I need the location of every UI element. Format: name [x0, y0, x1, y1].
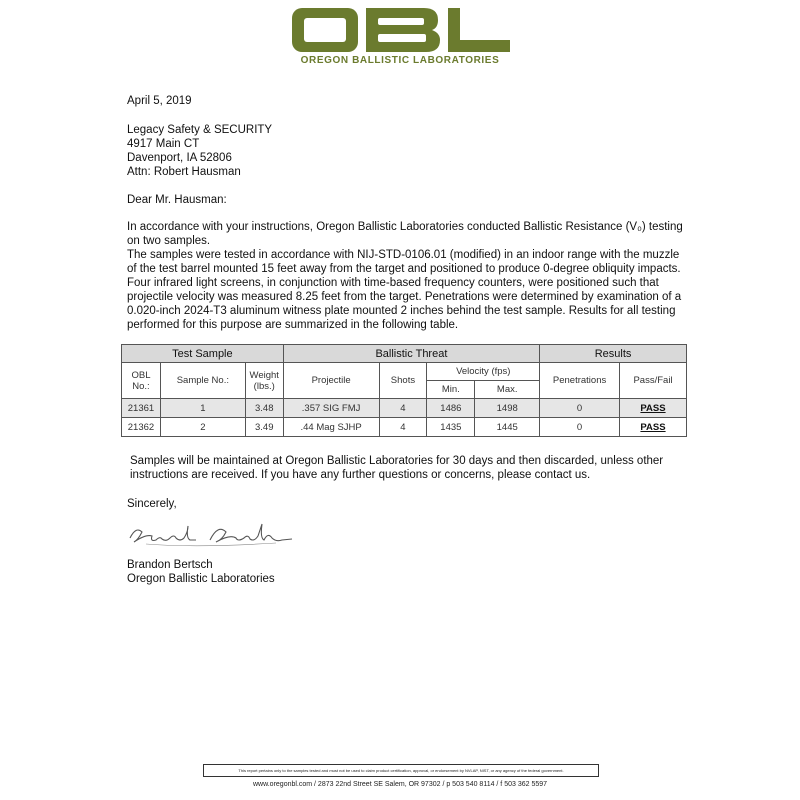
- cell-sample-no: 2: [160, 418, 245, 437]
- salutation: Dear Mr. Hausman:: [127, 194, 227, 206]
- col-sample-no: Sample No.:: [160, 363, 245, 399]
- group-ballistic-threat: Ballistic Threat: [283, 345, 539, 363]
- signer-company: Oregon Ballistic Laboratories: [127, 573, 275, 585]
- group-test-sample: Test Sample: [122, 345, 284, 363]
- cell-shots: 4: [379, 418, 427, 437]
- cell-obl-no: 21362: [122, 418, 161, 437]
- cell-obl-no: 21361: [122, 399, 161, 418]
- method-paragraph: The samples were tested in accordance with NIJ-STD-0106.01 (modified) in an indoor range with the muzzle of the test barrel mounted 15 feet away from the target and positioned to produce 0-degree obliquity impacts. Four infrared light screens, in conjunction with time-based frequency counters, were positioned such that projectile velocity was measured 8.25 feet from the target. Penetrations were determined by examination of a 0.020-inch 2024-T3 aluminum witness plate mounted 2 inches behind the test sample. Results for all testing performed for this purpose are summarized in the following table.: [127, 249, 682, 331]
- footer-address: www.oregonbl.com / 2873 22nd Street SE Salem, OR 97302 / p 503 540 8114 / f 503 362 5597: [252, 781, 548, 788]
- cell-penetrations: 0: [540, 399, 620, 418]
- col-velocity: Velocity (fps): [427, 363, 540, 381]
- col-shots: Shots: [379, 363, 427, 399]
- cell-weight: 3.48: [245, 399, 283, 418]
- letter-date: April 5, 2019: [127, 95, 192, 107]
- pass-label: PASS: [640, 402, 666, 414]
- col-weight: Weight (lbs.): [245, 363, 283, 399]
- cell-velocity-min: 1486: [427, 399, 475, 418]
- cell-result: [620, 399, 687, 418]
- company-name-banner: OREGON BALLISTIC LABORATORIES: [300, 55, 500, 66]
- recipient-attn: Attn: Robert Hausman: [127, 166, 241, 178]
- closing: Sincerely,: [127, 498, 177, 510]
- cell-weight: 3.49: [245, 418, 283, 437]
- table-row: [122, 418, 687, 437]
- cell-shots: 4: [379, 399, 427, 418]
- col-pass-fail: Pass/Fail: [620, 363, 687, 399]
- recipient-street: 4917 Main CT: [127, 138, 200, 150]
- col-velocity-max: Max.: [475, 381, 540, 399]
- closing-paragraph: Samples will be maintained at Oregon Ballistic Laboratories for 30 days and then discarded, unless other instructions are received. If you have any further questions or concerns, please contact us.: [130, 455, 664, 481]
- col-penetrations: Penetrations: [540, 363, 620, 399]
- cell-velocity-min: 1435: [427, 418, 475, 437]
- signer-name: Brandon Bertsch: [127, 559, 213, 571]
- col-obl-no: OBL No.:: [122, 363, 161, 399]
- recipient-company: Legacy Safety & SECURITY: [127, 124, 273, 136]
- cell-projectile: .44 Mag SJHP: [283, 418, 379, 437]
- pass-label: PASS: [640, 421, 666, 433]
- cell-velocity-max: 1445: [475, 418, 540, 437]
- col-velocity-min: Min.: [427, 381, 475, 399]
- intro-paragraph: In accordance with your instructions, Oregon Ballistic Laboratories conducted Ballistic Resistance (V₀) testing on two samples.: [127, 221, 683, 247]
- table-row: [122, 399, 687, 418]
- signature-image: [126, 518, 296, 550]
- footer-disclaimer: This report pertains only to the samples tested and must not be used to claim product certification, approval, or endorsement by NVLAP, NIST, or any agency of the federal government.: [203, 764, 599, 777]
- group-results: Results: [540, 345, 687, 363]
- cell-velocity-max: 1498: [475, 399, 540, 418]
- cell-sample-no: 1: [160, 399, 245, 418]
- results-table: [121, 344, 687, 437]
- recipient-city: Davenport, IA 52806: [127, 152, 232, 164]
- cell-result: [620, 418, 687, 437]
- cell-penetrations: 0: [540, 418, 620, 437]
- col-projectile: Projectile: [283, 363, 379, 399]
- cell-projectile: .357 SIG FMJ: [283, 399, 379, 418]
